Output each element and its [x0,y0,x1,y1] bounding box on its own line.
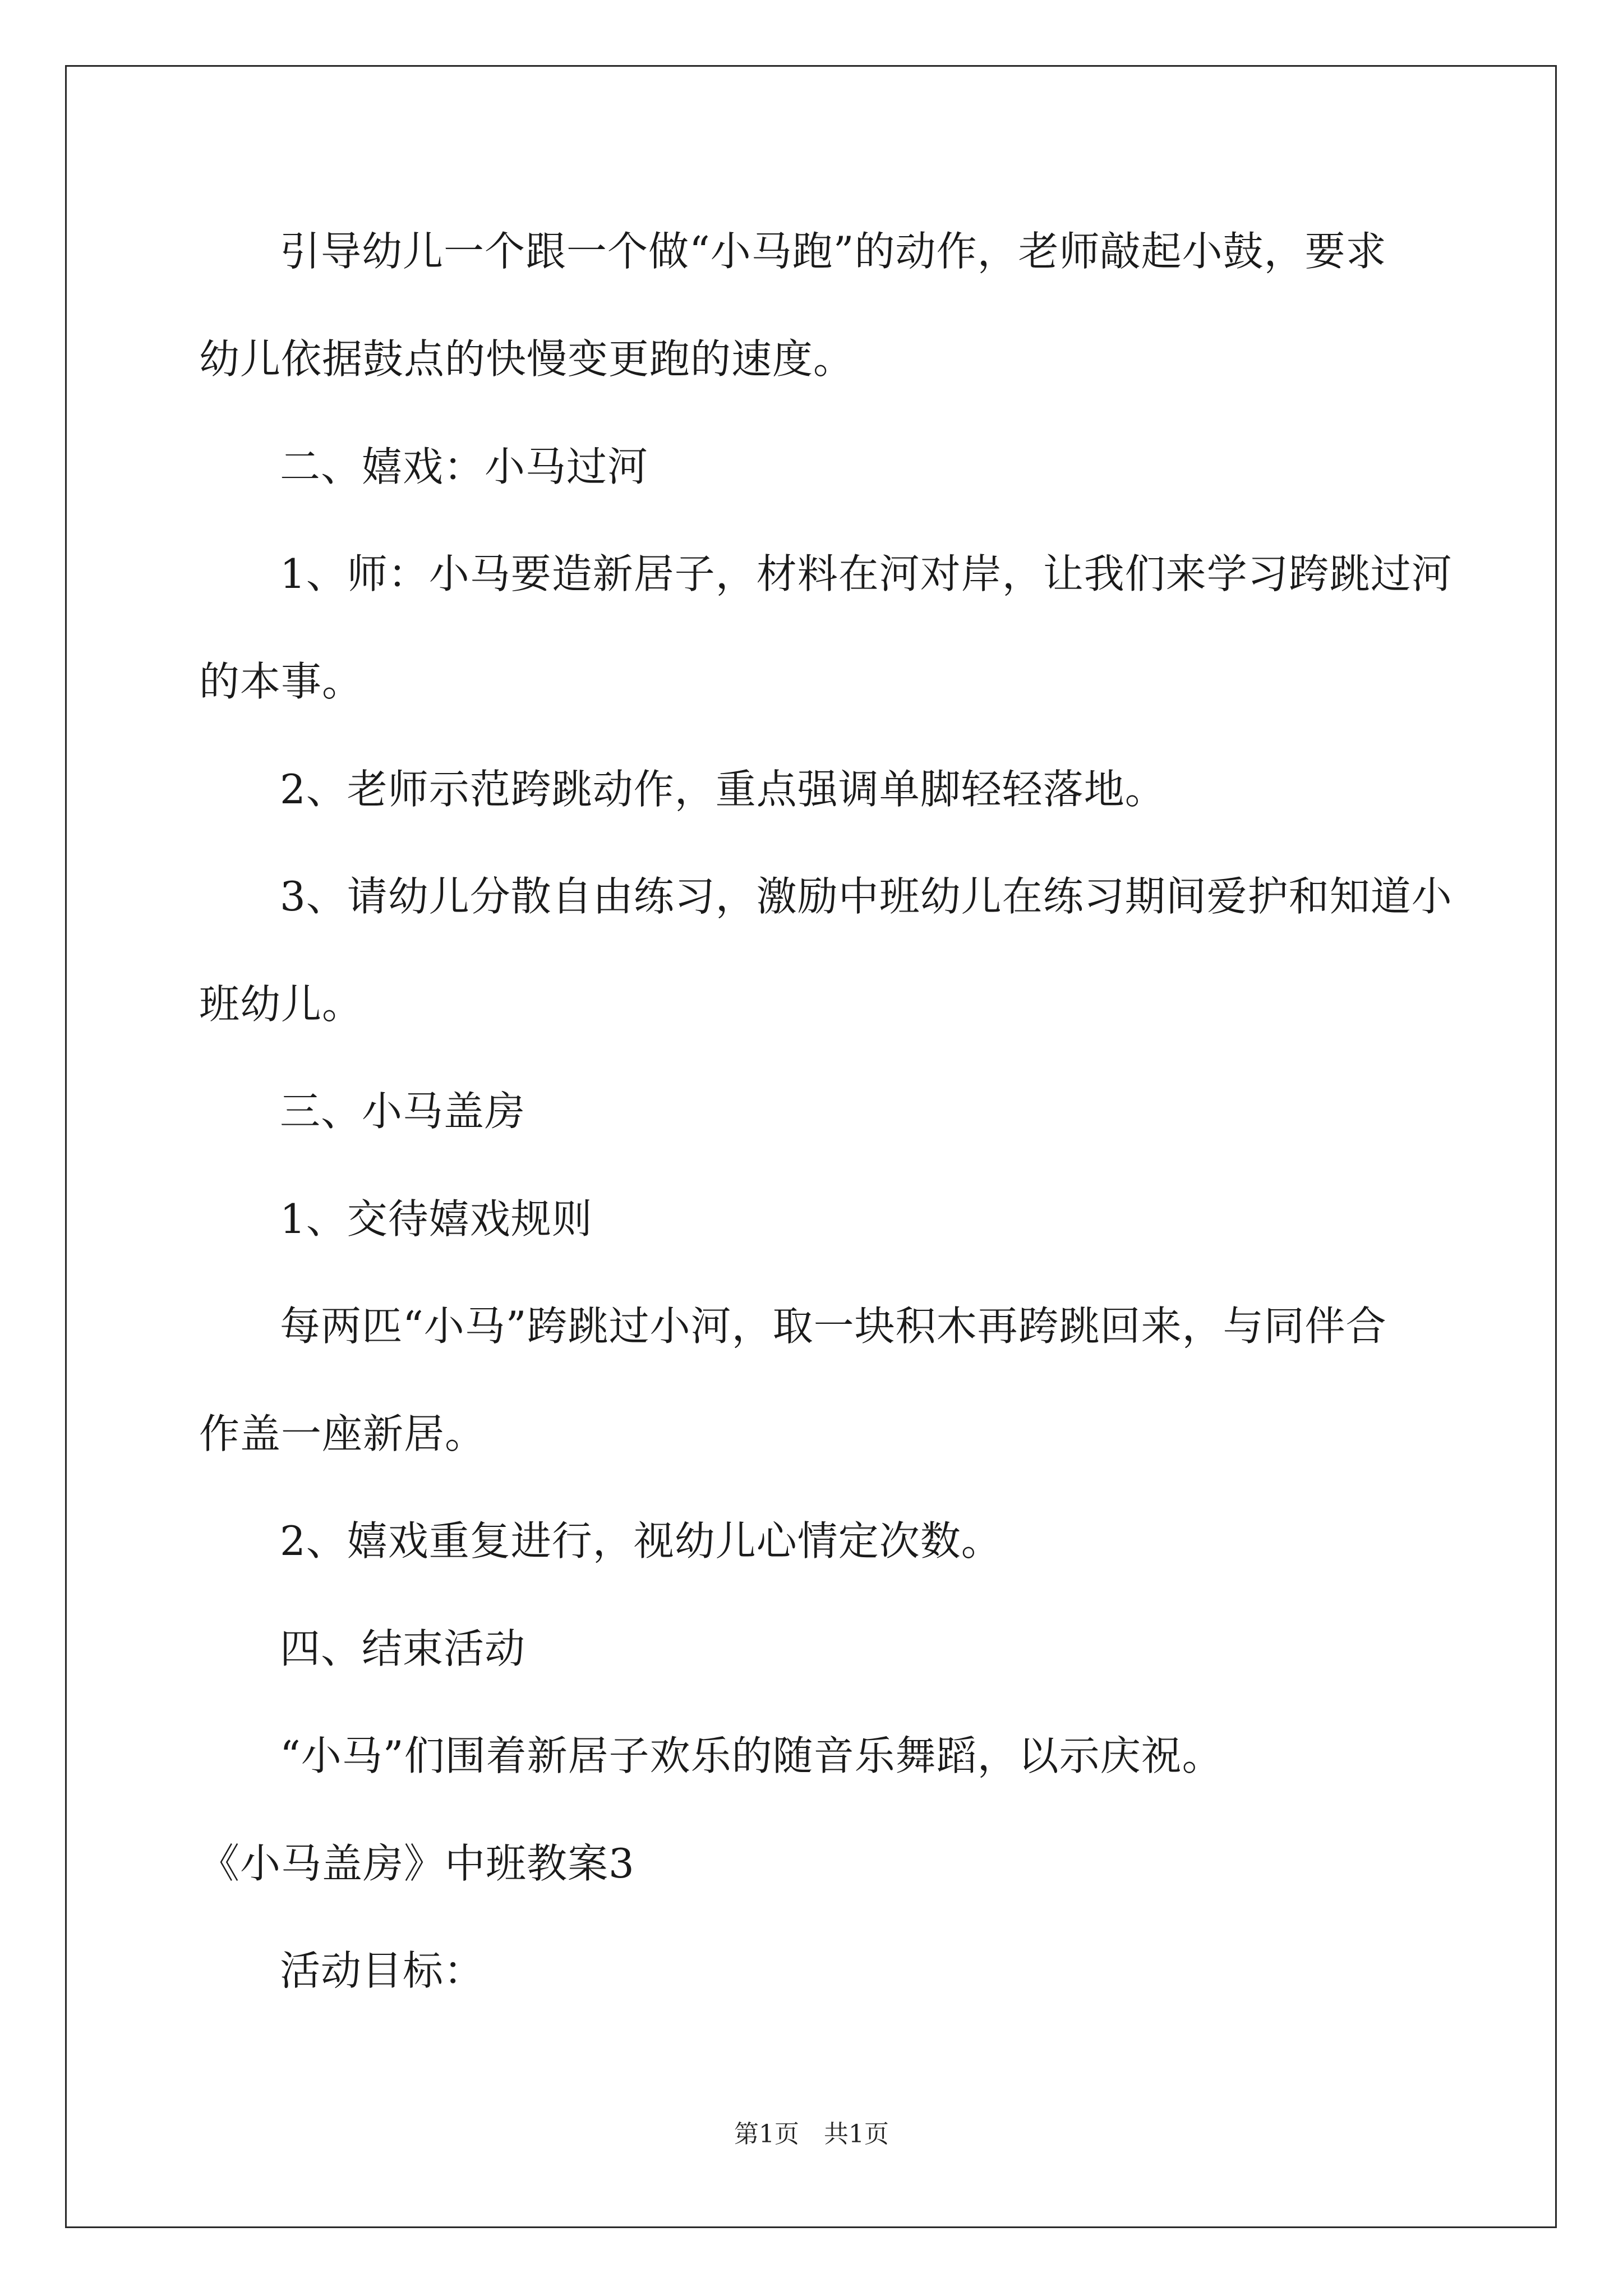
paragraph-line: 2、老师示范跨跳动作，重点强调单脚轻轻落地。 [280,766,1166,813]
section-heading: 三、小马盖房 [280,1088,526,1135]
document-title: 《小马盖房》中班教案3 [199,1840,635,1887]
paragraph-line: “小马”们围着新居子欢乐的随音乐舞蹈，以示庆祝。 [280,1732,1223,1779]
paragraph-line: 引导幼儿一个跟一个做“小马跑”的动作，老师敲起小鼓，要求 [280,228,1387,275]
section-heading: 二、嬉戏：小马过河 [280,443,649,490]
paragraph-line: 的本事。 [199,658,363,705]
page-border [65,65,1557,2228]
paragraph-line: 1、师：小马要造新居子，材料在河对岸，让我们来学习跨跳过河 [280,550,1453,597]
paragraph-line: 班幼儿。 [199,981,363,1028]
section-heading: 活动目标： [280,1947,485,1994]
section-heading: 四、结束活动 [280,1625,526,1672]
paragraph-line: 作盖一座新居。 [199,1410,486,1457]
paragraph-line: 幼儿依据鼓点的快慢变更跑的速度。 [199,335,855,383]
paragraph-line: 1、交待嬉戏规则 [280,1195,593,1243]
paragraph-line: 3、请幼儿分散自由练习，激励中班幼儿在练习期间爱护和知道小 [280,873,1453,920]
paragraph-line: 每两匹“小马”跨跳过小河，取一块积木再跨跳回来，与同伴合 [280,1303,1387,1350]
page-number: 第1页 共1页 [734,2120,889,2148]
paragraph-line: 2、嬉戏重复进行，视幼儿心情定次数。 [280,1517,1002,1565]
